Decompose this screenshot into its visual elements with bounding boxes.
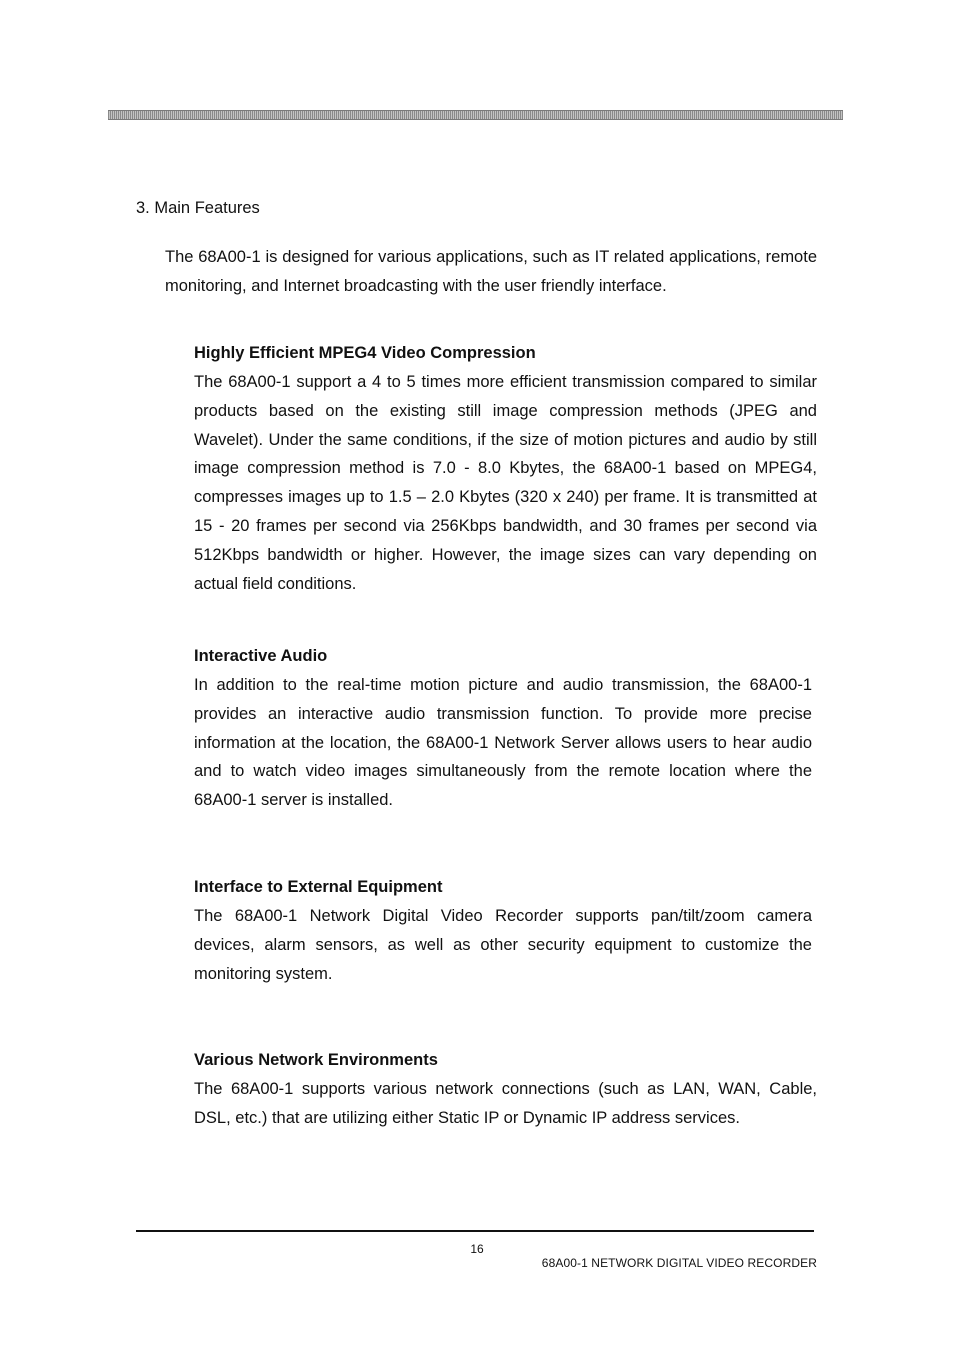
footer-rule <box>136 1230 814 1232</box>
section-title: 3. Main Features <box>136 199 260 217</box>
feature-body: In addition to the real-time motion picture and audio transmission, the 68A00-1 provides an interactive audio transmission function. To provide more precise information at the location, the 68A00-1 Network Server allows users to hear audio and to watch video images simultaneously from the remote location where the 68A00-1 server is installed. <box>194 676 812 810</box>
feature-heading: Interface to External Equipment <box>194 878 443 896</box>
feature-heading: Interactive Audio <box>194 647 328 665</box>
feature-network-environments <box>194 1046 817 1133</box>
feature-external-equipment <box>194 873 812 988</box>
feature-heading: Highly Efficient MPEG4 Video Compression <box>194 344 536 362</box>
section-intro: The 68A00-1 is designed for various applications, such as IT related applications, remote monitoring, and Internet broadcasting with the user friendly interface. <box>165 248 817 295</box>
feature-body: The 68A00-1 support a 4 to 5 times more efficient transmission compared to similar products based on the existing still image compression methods (JPEG and Wavelet). Under the same conditions, if the size of motion pictures and audio by still image compression method is 7.0 - 8.0 Kbytes, the 68A00-1 based on MPEG4, compresses images up to 1.5 – 2.0 Kbytes (320 x 240) per frame. It is transmitted at 15 - 20 frames per second via 256Kbps bandwidth, and 30 frames per second via 512Kbps bandwidth or higher. However, the image sizes can vary depending on actual field conditions. <box>194 373 817 593</box>
feature-mpeg4-compression <box>194 339 817 598</box>
header-bar <box>108 110 843 120</box>
feature-body: The 68A00-1 supports various network connections (such as LAN, WAN, Cable, DSL, etc.) that are utilizing either Static IP or Dynamic IP address services. <box>194 1080 817 1127</box>
feature-heading: Various Network Environments <box>194 1051 438 1069</box>
feature-body: The 68A00-1 Network Digital Video Recorder supports pan/tilt/zoom camera devices, alarm sensors, as well as other security equipment to customize the monitoring system. <box>194 907 812 983</box>
feature-interactive-audio <box>194 642 812 815</box>
page-number: 16 <box>470 1242 484 1256</box>
footer-doc-title: 68A00-1 NETWORK DIGITAL VIDEO RECORDER <box>541 1256 817 1270</box>
